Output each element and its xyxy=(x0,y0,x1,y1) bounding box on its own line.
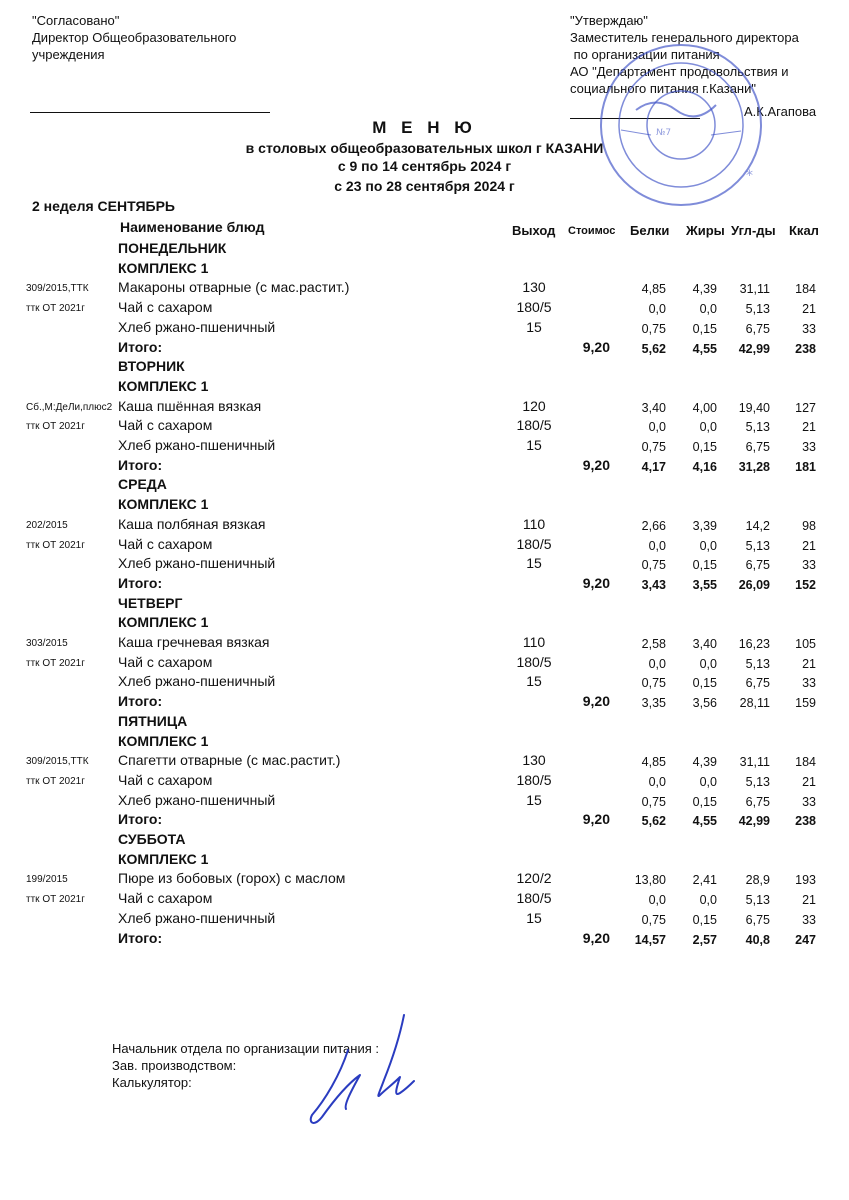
total-row xyxy=(0,811,849,831)
carbs-value: 42,99 xyxy=(738,814,770,829)
kcal-value: 238 xyxy=(795,814,816,829)
proteins-value: 4,85 xyxy=(641,755,666,770)
output-value: 180/5 xyxy=(516,417,552,434)
dish-name: КОМПЛЕКС 1 xyxy=(118,850,209,867)
dish-name: Хлеб ржано-пшеничный xyxy=(118,673,276,690)
section-heading-row xyxy=(0,496,849,516)
table-row xyxy=(0,398,849,418)
carbs-value: 19,40 xyxy=(738,400,770,415)
kcal-value: 184 xyxy=(795,282,816,297)
section-heading-row xyxy=(0,831,849,851)
output-value: 180/5 xyxy=(516,771,552,788)
kcal-value: 21 xyxy=(802,656,816,671)
fats-value: 2,41 xyxy=(692,873,717,888)
fats-value: 4,39 xyxy=(692,755,717,770)
fats-value: 0,0 xyxy=(699,774,717,789)
col-proteins-header: Белки xyxy=(630,223,670,238)
kcal-value: 181 xyxy=(795,459,816,474)
dish-name: Итого: xyxy=(118,811,163,828)
carbs-value: 14,2 xyxy=(745,518,770,533)
table-row xyxy=(0,673,849,693)
col-output-header: Выход xyxy=(512,223,556,238)
period-line-2: с 23 по 28 сентября 2024 г xyxy=(334,178,515,194)
proteins-value: 4,85 xyxy=(641,282,666,297)
dish-code: 303/2015 xyxy=(26,638,68,649)
kcal-value: 159 xyxy=(795,696,816,711)
total-row xyxy=(0,575,849,595)
kcal-value: 193 xyxy=(795,873,816,888)
carbs-value: 42,99 xyxy=(738,341,770,356)
kcal-value: 238 xyxy=(795,341,816,356)
kcal-value: 33 xyxy=(802,558,816,573)
output-value: 120 xyxy=(522,397,546,414)
proteins-value: 0,75 xyxy=(641,794,666,809)
fats-value: 0,0 xyxy=(699,656,717,671)
kcal-value: 33 xyxy=(802,912,816,927)
footer-line: Начальник отдела по организации питания : xyxy=(112,1041,379,1056)
approver-name: А.К.Агапова xyxy=(744,104,817,119)
dish-name: Хлеб ржано-пшеничный xyxy=(118,909,276,926)
fats-value: 4,00 xyxy=(692,400,717,415)
col-kcal-header: Ккал xyxy=(789,223,819,238)
proteins-value: 3,35 xyxy=(641,696,666,711)
proteins-value: 0,75 xyxy=(641,558,666,573)
dish-code: ттк ОТ 2021г xyxy=(26,657,85,669)
kcal-value: 33 xyxy=(802,440,816,454)
table-row xyxy=(0,890,849,910)
output-value: 180/5 xyxy=(516,535,552,552)
fats-value: 0,0 xyxy=(699,893,717,908)
kcal-value: 127 xyxy=(795,400,816,415)
total-row xyxy=(0,693,849,713)
dish-name: Пюре из бобовых (горох) с маслом xyxy=(118,870,346,887)
carbs-value: 31,11 xyxy=(739,282,770,297)
col-carbs-header: Угл-ды xyxy=(731,223,776,238)
kcal-value: 21 xyxy=(802,538,816,553)
dish-name: ЧЕТВЕРГ xyxy=(118,594,183,611)
proteins-value: 0,75 xyxy=(641,912,666,927)
carbs-value: 6,75 xyxy=(745,676,770,691)
fats-value: 4,39 xyxy=(692,282,717,297)
col-cost-header: Стоимос xyxy=(568,225,616,237)
fats-value: 0,15 xyxy=(692,321,717,336)
output-value: 180/5 xyxy=(516,299,552,316)
output-value: 180/5 xyxy=(516,890,552,907)
footer-line: Зав. производством: xyxy=(112,1058,237,1073)
kcal-value: 21 xyxy=(802,420,816,435)
carbs-value: 6,75 xyxy=(745,912,770,927)
kcal-value: 21 xyxy=(802,774,816,789)
output-value: 15 xyxy=(526,791,542,808)
carbs-value: 28,11 xyxy=(739,696,770,711)
table-row xyxy=(0,536,849,556)
dish-name: Каша гречневая вязкая xyxy=(118,634,270,650)
kcal-value: 21 xyxy=(802,302,816,317)
table-row xyxy=(0,319,849,339)
fats-value: 3,39 xyxy=(692,518,717,533)
cost-value: 9,20 xyxy=(582,811,610,828)
proteins-value: 14,57 xyxy=(634,932,666,947)
document-title: М Е Н Ю xyxy=(372,118,477,137)
fats-value: 0,15 xyxy=(692,912,717,927)
kcal-value: 247 xyxy=(795,932,816,947)
output-value: 130 xyxy=(522,279,546,296)
dish-code: ттк ОТ 2021г xyxy=(26,894,85,906)
carbs-value: 5,13 xyxy=(745,774,770,789)
approval-right-line: АО "Департамент продовольствия и xyxy=(570,64,789,79)
fats-value: 0,0 xyxy=(699,302,717,317)
dish-name: Хлеб ржано-пшеничный xyxy=(118,555,276,572)
fats-value: 0,15 xyxy=(692,558,717,573)
approval-right-line: "Утверждаю" xyxy=(570,13,648,28)
dish-name: КОМПЛЕКС 1 xyxy=(118,732,209,749)
dish-code: 309/2015,ТТК xyxy=(26,283,89,295)
col-fats-header: Жиры xyxy=(686,223,725,238)
proteins-value: 4,17 xyxy=(641,459,666,474)
fats-value: 0,15 xyxy=(692,676,717,691)
output-value: 15 xyxy=(526,673,542,690)
section-heading-row xyxy=(0,851,849,871)
proteins-value: 3,40 xyxy=(641,400,666,415)
cost-value: 9,20 xyxy=(582,338,610,355)
output-value: 130 xyxy=(522,752,546,769)
output-value: 15 xyxy=(526,437,542,453)
dish-name: ПЯТНИЦА xyxy=(118,712,188,729)
fats-value: 0,15 xyxy=(692,440,717,454)
table-row xyxy=(0,910,849,930)
carbs-value: 40,8 xyxy=(745,932,770,947)
dish-name: Хлеб ржано-пшеничный xyxy=(118,318,276,335)
table-row xyxy=(0,772,849,792)
output-value: 180/5 xyxy=(516,653,552,670)
dish-name: ВТОРНИК xyxy=(118,358,185,375)
section-heading-row xyxy=(0,713,849,733)
dish-name: Итого: xyxy=(118,338,163,355)
carbs-value: 5,13 xyxy=(745,302,770,317)
approval-right-line: Заместитель генерального директора xyxy=(570,30,799,45)
table-row xyxy=(0,792,849,812)
proteins-value: 0,0 xyxy=(648,893,666,908)
carbs-value: 5,13 xyxy=(745,893,770,908)
table-header xyxy=(0,219,849,239)
proteins-value: 0,0 xyxy=(648,538,666,553)
dish-code: ттк ОТ 2021г xyxy=(26,775,85,787)
cost-value: 9,20 xyxy=(582,574,610,591)
carbs-value: 5,13 xyxy=(745,538,770,553)
output-value: 120/2 xyxy=(516,870,552,887)
dish-name: СУББОТА xyxy=(118,831,186,847)
kcal-value: 21 xyxy=(802,893,816,908)
carbs-value: 5,13 xyxy=(745,420,770,435)
dish-code: ттк ОТ 2021г xyxy=(26,303,85,315)
week-label: 2 неделя СЕНТЯБРЬ xyxy=(32,198,175,214)
carbs-value: 6,75 xyxy=(745,794,770,809)
kcal-value: 105 xyxy=(795,637,816,651)
proteins-value: 0,0 xyxy=(648,420,666,435)
dish-name: ПОНЕДЕЛЬНИК xyxy=(118,240,227,256)
fats-value: 2,57 xyxy=(692,932,717,947)
dish-name: Макароны отварные (с мас.растит.) xyxy=(118,279,350,296)
proteins-value: 5,62 xyxy=(641,341,666,356)
proteins-value: 0,75 xyxy=(641,321,666,336)
dish-code: Сб.,М:ДеЛи,плюс2 xyxy=(26,401,113,413)
dish-name: СРЕДА xyxy=(118,476,167,493)
dish-name: Итого: xyxy=(118,456,163,473)
approval-right-line: социального питания г.Казани" xyxy=(570,81,756,96)
dish-name: Чай с сахаром xyxy=(118,771,213,788)
fats-value: 4,55 xyxy=(692,341,717,356)
dish-code: 199/2015 xyxy=(26,874,68,886)
table-row xyxy=(0,516,849,536)
approval-left-line: учреждения xyxy=(32,47,105,62)
table-row xyxy=(0,654,849,674)
carbs-value: 6,75 xyxy=(745,440,770,454)
col-name-header: Наименование блюд xyxy=(120,219,265,235)
output-value: 110 xyxy=(522,515,546,532)
section-heading-row xyxy=(0,595,849,615)
dish-code: ттк ОТ 2021г xyxy=(26,421,85,433)
kcal-value: 98 xyxy=(802,518,816,533)
section-heading-row xyxy=(0,358,849,378)
dish-code: 309/2015,ТТК xyxy=(26,756,89,768)
approval-left-line: "Согласовано" xyxy=(32,13,120,28)
proteins-value: 0,75 xyxy=(641,440,666,454)
proteins-value: 0,0 xyxy=(648,656,666,671)
proteins-value: 0,0 xyxy=(648,774,666,789)
cost-value: 9,20 xyxy=(582,929,610,946)
approval-left-line: Директор Общеобразовательного xyxy=(32,30,237,45)
dish-name: Чай с сахаром xyxy=(118,653,213,670)
svg-text:*: * xyxy=(746,168,753,184)
dish-name: Чай с сахаром xyxy=(118,299,213,316)
document-subtitle: в столовых общеобразовательных школ г КАЗАНИ xyxy=(245,140,604,156)
dish-code: ттк ОТ 2021г xyxy=(26,539,85,551)
table-row xyxy=(0,870,849,890)
kcal-value: 152 xyxy=(795,577,816,592)
total-row xyxy=(0,339,849,359)
proteins-value: 2,58 xyxy=(641,637,666,651)
kcal-value: 33 xyxy=(802,794,816,809)
carbs-value: 28,9 xyxy=(745,873,770,888)
cost-value: 9,20 xyxy=(582,456,610,473)
period-line-1: с 9 по 14 сентябрь 2024 г xyxy=(337,158,512,174)
carbs-value: 6,75 xyxy=(745,321,770,336)
signature-line-left xyxy=(30,112,270,113)
kcal-value: 33 xyxy=(802,676,816,691)
section-heading-row xyxy=(0,378,849,398)
cost-value: 9,20 xyxy=(582,693,610,710)
dish-name: Итого: xyxy=(118,693,163,710)
dish-name: Итого: xyxy=(118,929,163,946)
table-row xyxy=(0,417,849,437)
kcal-value: 184 xyxy=(795,755,816,770)
carbs-value: 31,11 xyxy=(739,755,770,770)
carbs-value: 31,28 xyxy=(738,459,770,474)
svg-text:№7: №7 xyxy=(656,128,672,138)
proteins-value: 13,80 xyxy=(634,873,666,888)
approval-block-left xyxy=(32,12,236,63)
dish-name: Хлеб ржано-пшеничный xyxy=(118,791,276,808)
fats-value: 0,15 xyxy=(692,794,717,809)
section-heading-row xyxy=(0,260,849,280)
total-row xyxy=(0,930,849,950)
proteins-value: 5,62 xyxy=(641,814,666,829)
table-row xyxy=(0,437,849,457)
kcal-value: 33 xyxy=(802,321,816,336)
footer-line: Калькулятор: xyxy=(112,1075,192,1090)
dish-name: КОМПЛЕКС 1 xyxy=(118,259,209,276)
dish-name: Каша пшённая вязкая xyxy=(118,397,262,414)
dish-name: Чай с сахаром xyxy=(118,890,213,907)
carbs-value: 16,23 xyxy=(738,637,770,651)
table-row xyxy=(0,555,849,575)
section-heading-row xyxy=(0,614,849,634)
dish-name: Спагетти отварные (с мас.растит.) xyxy=(118,752,341,769)
section-heading-row xyxy=(0,240,849,260)
total-row xyxy=(0,457,849,477)
dish-name: КОМПЛЕКС 1 xyxy=(118,377,209,394)
dish-name: КОМПЛЕКС 1 xyxy=(118,496,209,513)
fats-value: 0,0 xyxy=(699,538,717,553)
fats-value: 3,40 xyxy=(692,637,717,651)
section-heading-row xyxy=(0,476,849,496)
carbs-value: 5,13 xyxy=(745,656,770,671)
output-value: 15 xyxy=(526,555,542,572)
fats-value: 4,55 xyxy=(692,814,717,829)
proteins-value: 2,66 xyxy=(641,518,666,533)
table-row xyxy=(0,752,849,772)
approval-right-line: по организации питания xyxy=(570,47,720,62)
fats-value: 3,56 xyxy=(692,696,717,711)
handwritten-signature xyxy=(300,1005,440,1130)
dish-name: Каша полбяная вязкая xyxy=(118,515,266,532)
section-heading-row xyxy=(0,733,849,753)
fats-value: 0,0 xyxy=(699,420,717,435)
proteins-value: 0,0 xyxy=(648,302,666,317)
proteins-value: 0,75 xyxy=(641,676,666,691)
table-row xyxy=(0,634,849,654)
table-row xyxy=(0,279,849,299)
dish-name: Чай с сахаром xyxy=(118,417,213,434)
dish-name: Итого: xyxy=(118,574,163,591)
carbs-value: 6,75 xyxy=(745,558,770,573)
dish-code: 202/2015 xyxy=(26,519,68,531)
dish-name: Чай с сахаром xyxy=(118,535,213,552)
fats-value: 3,55 xyxy=(692,577,717,592)
table-row xyxy=(0,299,849,319)
output-value: 15 xyxy=(526,318,542,335)
fats-value: 4,16 xyxy=(692,459,717,474)
proteins-value: 3,43 xyxy=(641,577,666,592)
dish-name: Хлеб ржано-пшеничный xyxy=(118,437,276,453)
output-value: 15 xyxy=(526,909,542,926)
dish-name: КОМПЛЕКС 1 xyxy=(118,614,209,631)
carbs-value: 26,09 xyxy=(738,577,770,592)
output-value: 110 xyxy=(522,634,546,650)
